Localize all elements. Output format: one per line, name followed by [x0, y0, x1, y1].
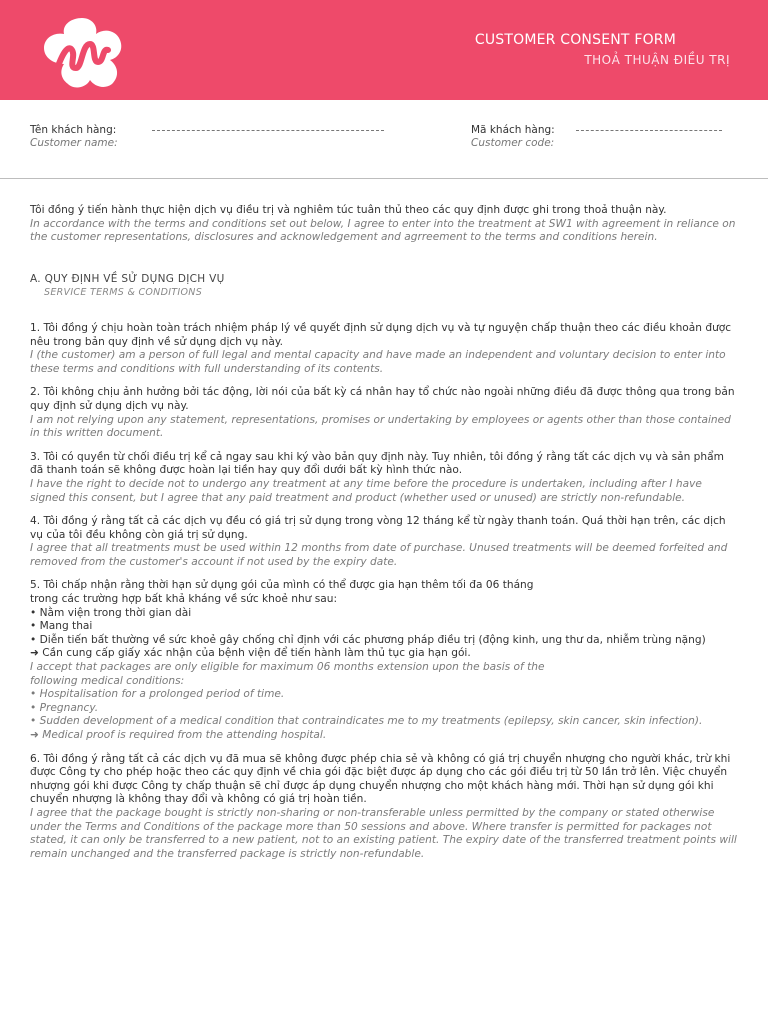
term-item-6: [30, 753, 740, 862]
term-item-4: [30, 515, 740, 569]
term-5-vi-bullet: • Nằm viện trong thời gian dài: [30, 606, 192, 619]
term-item-5: [30, 579, 740, 742]
term-2-vi: 2. Tôi không chịu ảnh hưởng bởi tác động, lời nói của bất kỳ cá nhân hay tổ chức nào ngoài những điều đã được thông qua trong bản quy định sử dụng dịch vụ này.: [30, 386, 735, 412]
customer-name-line: [152, 129, 384, 131]
term-1-en: I (the customer) am a person of full legal and mental capacity and have made an independent and voluntary decision to enter into these terms and conditions with full understanding of its contents.: [30, 349, 726, 375]
term-5-vi-line: trong các trường hợp bất khả kháng về sức khoẻ như sau:: [30, 593, 338, 606]
customer-code-label-vi: Mã khách hàng:: [471, 124, 555, 136]
term-item-2: [30, 386, 740, 440]
term-5-vi-note: ➜ Cần cung cấp giấy xác nhận của bệnh viện để tiến hành làm thủ tục gia hạn gói.: [30, 647, 471, 660]
term-5-en-bullet: • Sudden development of a medical condition that contraindicates me to my treatments (epilepsy, skin cancer, skin infection).: [30, 715, 703, 728]
flower-logo-icon: [38, 14, 126, 90]
term-5-en-note: ➜ Medical proof is required from the attending hospital.: [30, 729, 327, 741]
form-title: CUSTOMER CONSENT FORM: [474, 32, 676, 48]
header-banner: [0, 0, 768, 100]
customer-fields: [0, 100, 768, 179]
term-5-en-bullet: • Pregnancy.: [30, 701, 99, 714]
customer-code-label-en: Customer code:: [471, 137, 555, 149]
customer-name-label-vi: Tên khách hàng:: [30, 124, 117, 136]
section-a-header: [30, 273, 740, 300]
customer-code-field[interactable]: [471, 124, 555, 150]
customer-name-field[interactable]: [30, 124, 118, 150]
term-3-vi: 3. Tôi có quyền từ chối điều trị kể cả ngay sau khi ký vào bản quy định này. Tuy nhiên, tôi đồng ý rằng tất các dịch vụ và sản phẩm đã thanh toán sẽ không được hoàn lại tiền hay quy đổi dưới bất kỳ hình thức nào.: [30, 450, 724, 477]
term-4-en: I agree that all treatments must be used within 12 months from date of purchase. Unused treatments will be deemed forfeited and removed from the customer's account if not used by the expiry date.: [30, 542, 728, 568]
term-1-vi: 1. Tôi đồng ý chịu hoàn toàn trách nhiệm pháp lý về quyết định sử dụng dịch vụ và tự nguyện chấp thuận theo các điều khoản được nêu trong bản quy định về sử dụng dịch vụ này.: [30, 321, 732, 348]
term-5-en-line: following medical conditions:: [30, 674, 185, 687]
section-a-subtitle: SERVICE TERMS & CONDITIONS: [44, 287, 203, 299]
term-6-en: I agree that the package bought is strictly non-sharing or non-transferable unless permitted by the company or stated otherwise under the Terms and Conditions of the package more than 50 sessions and above. Where transfer is permitted for packages not stated, it can only be transferred to a new patient, not to an existing patient. The expiry date of the transferred treatment points will remain unchanged and the transferred package is strictly non-refundable.: [30, 806, 737, 860]
term-4-vi: 4. Tôi đồng ý rằng tất cả các dịch vụ đều có giá trị sử dụng trong vòng 12 tháng kể từ ngày thanh toán. Quá thời hạn trên, các dịch vụ của tôi đều không còn giá trị sử dụng.: [30, 515, 726, 541]
term-item-3: [30, 451, 740, 505]
term-5-vi-bullet: • Diễn tiến bất thường về sức khoẻ gây chống chỉ định với các phương pháp điều trị (động kinh, ung thư da, nhiễm trùng nặng): [30, 633, 706, 646]
term-5-en-bullet: • Hospitalisation for a prolonged period of time.: [30, 688, 285, 701]
term-5-vi-bullet: • Mang thai: [30, 620, 93, 633]
term-5-vi-line: 5. Tôi chấp nhận rằng thời hạn sử dụng gói của mình có thể được gia hạn thêm tối đa 06 tháng: [30, 579, 534, 592]
form-subtitle: THOẢ THUẬN ĐIỀU TRỊ: [584, 53, 730, 67]
customer-name-label-en: Customer name:: [30, 137, 118, 149]
term-item-1: [30, 322, 740, 376]
section-a-title: A. QUY ĐỊNH VỀ SỬ DỤNG DỊCH VỤ: [30, 272, 225, 285]
consent-body: [30, 204, 740, 861]
term-5-en-line: I accept that packages are only eligible for maximum 06 months extension upon the basis of the: [30, 661, 545, 674]
term-3-en: I have the right to decide not to undergo any treatment at any time before the procedure is undertaken, including after I have signed this consent, but I agree that any paid treatment and product (whether used or unused) are strictly non-refundable.: [30, 477, 702, 504]
intro-en: In accordance with the terms and conditions set out below, I agree to enter into the treatment at SW1 with agreement in reliance on the customer representations, disclosures and acknowledgement and agrreement to the terms and conditions herein.: [30, 217, 736, 244]
intro-vi: Tôi đồng ý tiến hành thực hiện dịch vụ điều trị và nghiêm túc tuân thủ theo các quy định được ghi trong thoả thuận này.: [30, 204, 667, 216]
customer-code-line: [576, 129, 722, 131]
term-2-en: I am not relying upon any statement, representations, promises or undertaking by employees or agents other than those contained in this written document.: [30, 413, 731, 440]
term-6-vi: 6. Tôi đồng ý rằng tất cả các dịch vụ đã mua sẽ không được phép chia sẻ và không có giá trị chuyển nhượng cho người khác, trừ khi được Công ty cho phép hoặc theo các quy định về chia gói đặc biệt được áp dụng cho các gói điều trị từ 50 lần trở lên. Việc chuyển nhượng gói khi được Công ty chấp thuận sẽ chỉ được áp dụng chuyển nhượng cho một khách hàng mới. Thời hạn sử dụng gói khi chuyển nhượng là không thay đổi và không có giá trị hoàn tiền.: [30, 752, 731, 806]
